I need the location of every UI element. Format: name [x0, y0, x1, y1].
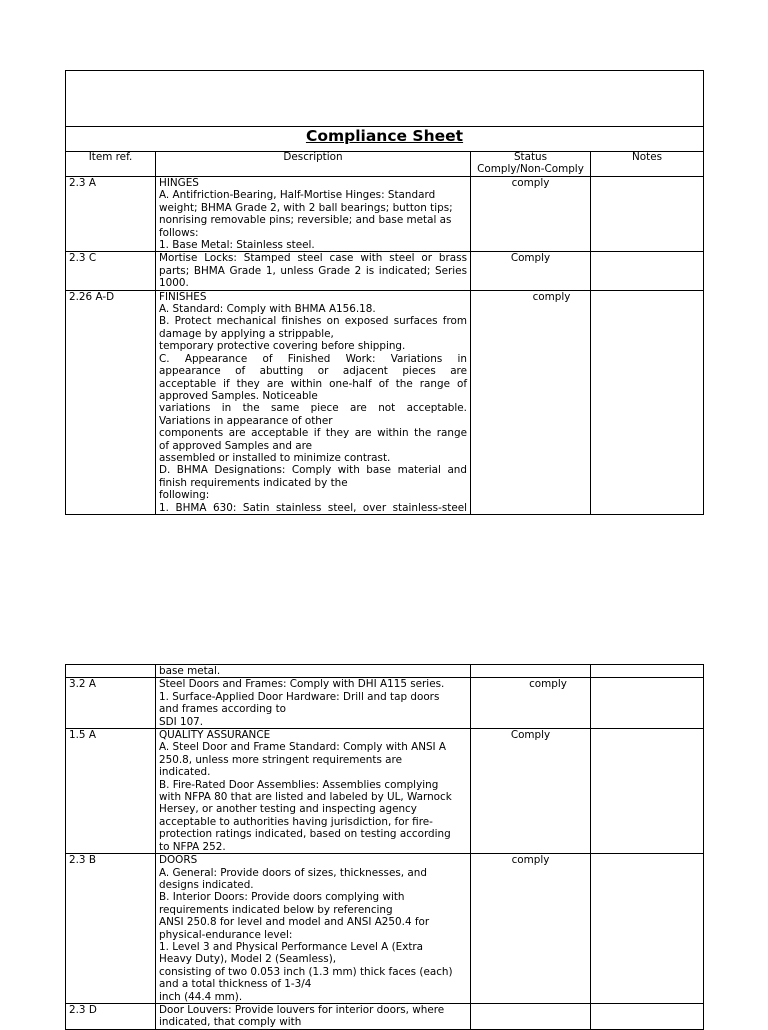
- description-line: 1. BHMA 630: Satin stainless steel, over stainless-steel: [159, 501, 467, 514]
- notes-cell: [591, 177, 704, 252]
- item-ref-cell: 2.26 A-D: [66, 290, 156, 514]
- description-cell: [156, 665, 471, 678]
- table-row: [66, 729, 704, 854]
- item-ref-cell: 2.3 A: [66, 177, 156, 252]
- description-line: indicated, that comply with: [159, 1016, 302, 1029]
- description-line: D. BHMA Designations: Comply with base material and: [159, 464, 467, 477]
- description-cell: [156, 678, 471, 729]
- description-line: temporary protective covering before shipping.: [159, 340, 406, 353]
- table-body-page-2: [66, 665, 704, 1030]
- description-line: SDI 107.: [159, 715, 204, 728]
- description-line: of approved Samples and are: [159, 439, 313, 452]
- item-ref-cell: 3.2 A: [66, 678, 156, 729]
- description-cell: [156, 1003, 471, 1029]
- description-line: HINGES: [159, 177, 199, 189]
- status-cell: Comply: [471, 729, 591, 854]
- notes-cell: [591, 252, 704, 290]
- description-line: weight; BHMA Grade 2, with 2 ball bearings; button tips;: [159, 201, 453, 214]
- description-line: and a total thickness of 1-3/4: [159, 978, 312, 991]
- header-item-ref: Item ref.: [66, 152, 156, 177]
- description-line: and frames according to: [159, 703, 287, 716]
- table-row: [66, 854, 704, 1004]
- status-cell: comply: [471, 177, 591, 252]
- description-cell: [156, 290, 471, 514]
- item-ref-cell: 2.3 D: [66, 1003, 156, 1029]
- compliance-table-page-2: [65, 664, 704, 1030]
- description-line: 1. Level 3 and Physical Performance Level A (Extra: [159, 940, 424, 953]
- description-line: approved Samples. Noticeable: [159, 389, 318, 402]
- description-line: assembled or installed to minimize contrast.: [159, 451, 391, 464]
- description-line: ANSI 250.8 for level and model and ANSI A250.4 for: [159, 916, 430, 929]
- description-line: Door Louvers: Provide louvers for interior doors, where: [159, 1003, 445, 1016]
- description-line: variations in the same piece are not acceptable.: [159, 402, 467, 415]
- description-line: indicated.: [159, 766, 211, 779]
- description-line: finish requirements indicated by the: [159, 476, 348, 489]
- status-cell: comply: [471, 678, 591, 729]
- description-line: Variations in appearance of other: [159, 414, 333, 427]
- notes-cell: [591, 854, 704, 1004]
- description-line: with NFPA 80 that are listed and labeled by UL, Warnock: [159, 791, 452, 804]
- description-line: parts; BHMA Grade 1, unless Grade 2 is indicated; Series: [159, 264, 467, 277]
- description-line: damage by applying a strippable,: [159, 327, 334, 340]
- header-status: Status Comply/Non-Comply: [471, 152, 591, 177]
- table-row: [66, 290, 704, 514]
- description-line: components are acceptable if they are within the range: [159, 427, 467, 440]
- description-line: Hersey, or another testing and inspecting agency: [159, 803, 417, 816]
- description-line: appearance of abutting or adjacent pieces are: [159, 365, 467, 378]
- item-ref-cell: 2.3 B: [66, 854, 156, 1004]
- table-body-page-1: [66, 177, 704, 515]
- description-line: base metal.: [159, 665, 221, 677]
- table-row: [66, 665, 704, 678]
- description-line: 1000.: [159, 277, 189, 290]
- notes-cell: [591, 665, 704, 678]
- item-ref-cell: [66, 665, 156, 678]
- table-row: [66, 678, 704, 729]
- description-line: designs indicated.: [159, 878, 254, 891]
- status-cell: [471, 665, 591, 678]
- description-line: acceptable to authorities having jurisdiction, for fire-: [159, 815, 433, 828]
- description-line: Mortise Locks: Stamped steel case with steel or brass: [159, 252, 467, 265]
- description-cell: [156, 177, 471, 252]
- status-cell: [471, 1003, 591, 1029]
- description-line: requirements indicated below by referencing: [159, 903, 393, 916]
- table-row: [66, 177, 704, 252]
- status-cell: comply: [471, 290, 591, 514]
- notes-cell: [591, 678, 704, 729]
- description-line: 250.8, unless more stringent requirements are: [159, 753, 402, 766]
- description-line: protection ratings indicated, based on testing according: [159, 828, 451, 841]
- description-line: QUALITY ASSURANCE: [159, 729, 271, 742]
- description-line: DOORS: [159, 854, 198, 867]
- table-header-row: [66, 152, 704, 177]
- description-line: to NFPA 252.: [159, 840, 226, 853]
- description-line: Heavy Duty), Model 2 (Seamless),: [159, 953, 337, 966]
- description-line: FINISHES: [159, 290, 207, 303]
- description-line: B. Interior Doors: Provide doors complying with: [159, 891, 405, 904]
- notes-cell: [591, 729, 704, 854]
- description-line: nonrising removable pins; reversible; and base metal as: [159, 214, 452, 227]
- description-line: A. Antifriction-Bearing, Half-Mortise Hinges: Standard: [159, 189, 436, 202]
- description-line: Steel Doors and Frames: Comply with DHI A115 series.: [159, 678, 445, 691]
- notes-cell: [591, 1003, 704, 1029]
- description-line: following:: [159, 489, 210, 502]
- header-notes: Notes: [591, 152, 704, 177]
- description-cell: [156, 252, 471, 290]
- header-description: Description: [156, 152, 471, 177]
- item-ref-cell: 2.3 C: [66, 252, 156, 290]
- description-line: inch (44.4 mm).: [159, 990, 243, 1003]
- description-line: 1. Surface-Applied Door Hardware: Drill and tap doors: [159, 690, 440, 703]
- description-line: A. General: Provide doors of sizes, thicknesses, and: [159, 866, 427, 879]
- description-line: acceptable if they are within one-half of the range of: [159, 377, 467, 390]
- description-cell: [156, 729, 471, 854]
- page-title: Compliance Sheet: [305, 127, 464, 145]
- header-blank-area: [66, 71, 704, 127]
- description-line: consisting of two 0.053 inch (1.3 mm) thick faces (each): [159, 965, 453, 978]
- description-line: physical-endurance level:: [159, 928, 293, 941]
- status-cell: Comply: [471, 252, 591, 290]
- table-row: [66, 252, 704, 290]
- status-cell: comply: [471, 854, 591, 1004]
- description-cell: [156, 854, 471, 1004]
- description-line: A. Standard: Comply with BHMA A156.18.: [159, 303, 376, 316]
- description-line: C. Appearance of Finished Work: Variations in: [159, 352, 467, 365]
- table-row: [66, 1003, 704, 1029]
- description-line: B. Fire-Rated Door Assemblies: Assemblies complying: [159, 778, 439, 791]
- description-line: B. Protect mechanical finishes on exposed surfaces from: [159, 315, 467, 328]
- description-line: 1. Base Metal: Stainless steel.: [159, 239, 315, 252]
- description-line: A. Steel Door and Frame Standard: Comply with ANSI A: [159, 741, 447, 754]
- item-ref-cell: 1.5 A: [66, 729, 156, 854]
- compliance-table-page-1: [65, 70, 704, 515]
- description-line: follows:: [159, 226, 199, 239]
- notes-cell: [591, 290, 704, 514]
